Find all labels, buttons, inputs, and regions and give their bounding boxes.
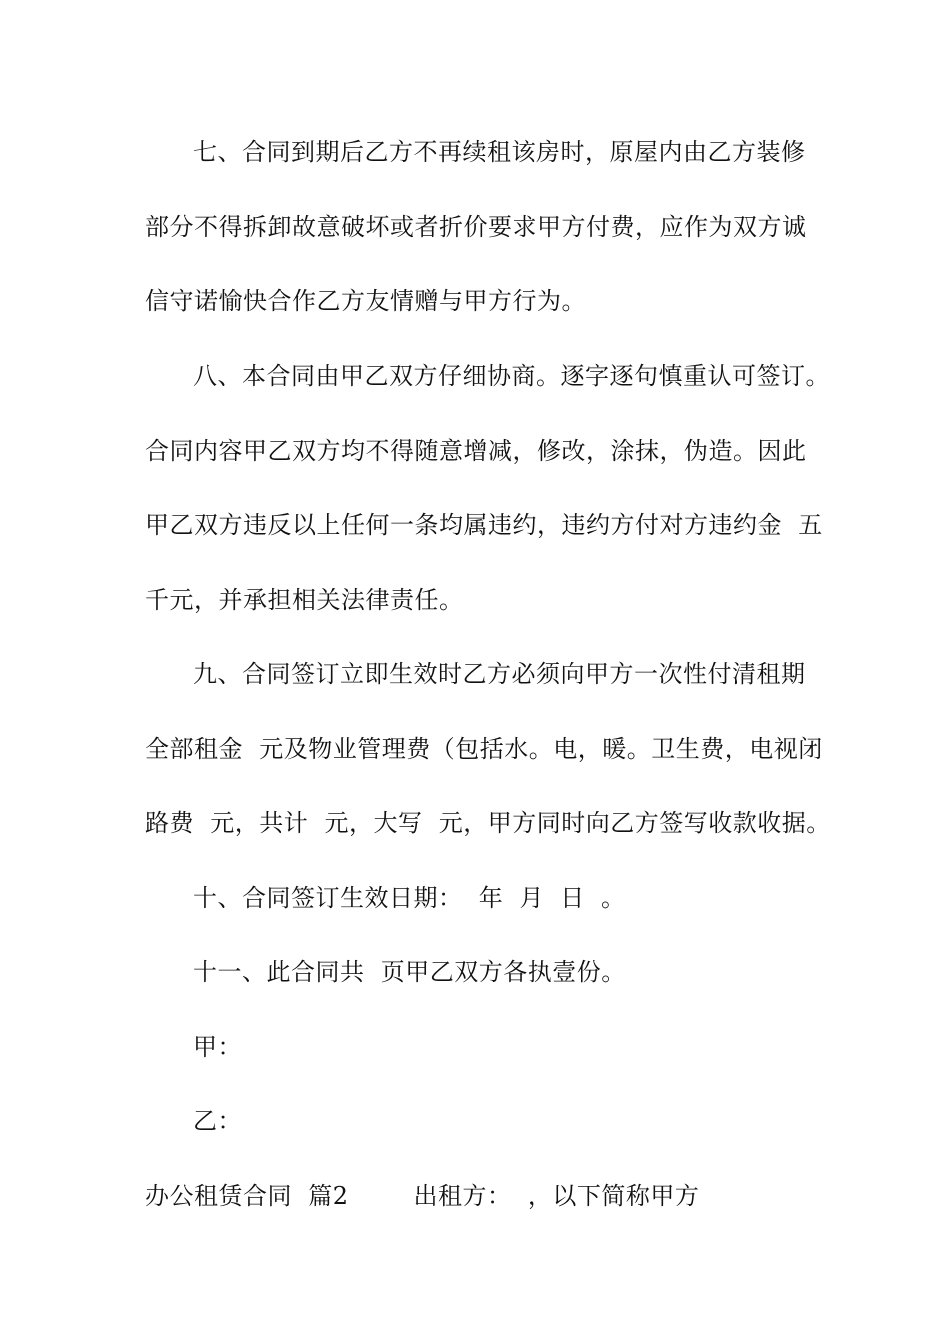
section-heading: 办公租赁合同 篇2 出租方： ，以下简称甲方 bbox=[145, 1182, 700, 1210]
party-a-signature: 甲： bbox=[193, 1033, 242, 1061]
clause-9-line-3: 路费 元，共计 元，大写 元，甲方同时向乙方签写收款收据。 bbox=[145, 809, 831, 837]
clause-8-line-4: 千元，并承担相关法律责任。 bbox=[145, 586, 464, 614]
clause-7-line-2: 部分不得拆卸故意破坏或者折价要求甲方付费，应作为双方诚 bbox=[145, 213, 807, 241]
clause-10: 十、合同签订生效日期： 年 月 日 。 bbox=[193, 884, 626, 912]
clause-7-line-1: 七、合同到期后乙方不再续租该房时，原屋内由乙方装修 bbox=[193, 138, 806, 166]
party-b-signature: 乙： bbox=[193, 1107, 242, 1135]
clause-11: 十一、此合同共 页甲乙双方各执壹份。 bbox=[193, 958, 626, 986]
clause-8-line-1: 八、本合同由甲乙双方仔细协商。逐字逐句慎重认可签订。 bbox=[193, 362, 830, 390]
clause-9-line-2: 全部租金 元及物业管理费（包括水。电，暖。卫生费，电视闭 bbox=[145, 735, 823, 763]
clause-8-line-3: 甲乙双方违反以上任何一条均属违约，违约方付对方违约金 五 bbox=[145, 511, 823, 539]
clause-8-line-2: 合同内容甲乙双方均不得随意增减，修改，涂抹，伪造。因此 bbox=[145, 437, 807, 465]
clause-9-line-1: 九、合同签订立即生效时乙方必须向甲方一次性付清租期 bbox=[193, 660, 806, 688]
clause-7-line-3: 信守诺愉快合作乙方友情赠与甲方行为。 bbox=[145, 287, 586, 315]
